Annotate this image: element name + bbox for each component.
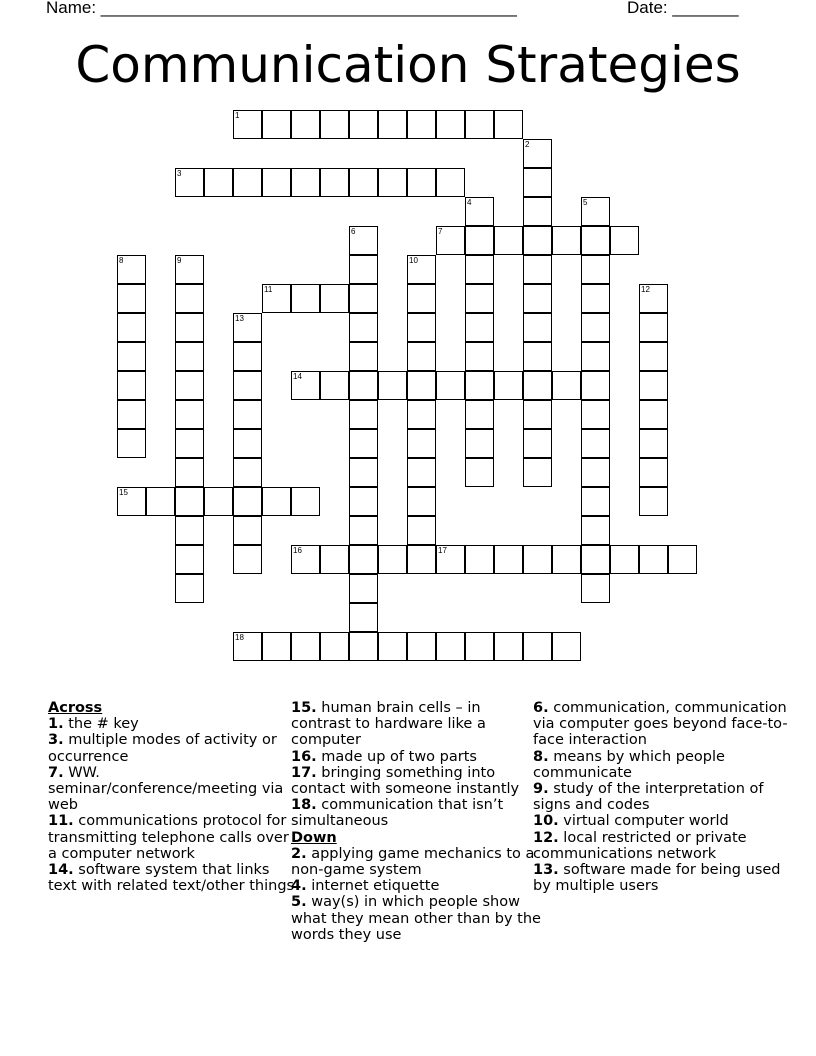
grid-cell[interactable] <box>407 458 436 487</box>
clue-number: 1. <box>48 716 64 733</box>
cell-number: 3 <box>177 169 182 178</box>
grid-cell[interactable] <box>349 516 378 545</box>
grid-cell[interactable] <box>233 168 262 197</box>
grid-cell[interactable] <box>581 487 610 516</box>
grid-cell[interactable] <box>175 400 204 429</box>
clue-number: 16. <box>291 748 317 765</box>
grid-cell[interactable] <box>349 255 378 284</box>
grid-cell[interactable] <box>407 400 436 429</box>
grid-cell[interactable] <box>175 313 204 342</box>
grid-cell[interactable] <box>349 313 378 342</box>
clue-number: 4. <box>291 878 307 895</box>
grid-cell[interactable] <box>175 284 204 313</box>
grid-cell[interactable] <box>291 284 320 313</box>
name-field-label[interactable]: Name: ____________________________________________ <box>46 0 517 17</box>
grid-cell[interactable] <box>117 429 146 458</box>
grid-cell[interactable] <box>523 429 552 458</box>
grid-cell[interactable] <box>291 487 320 516</box>
grid-cell[interactable] <box>639 371 668 400</box>
across-heading: Across <box>48 700 103 716</box>
date-field-label[interactable]: Date: _______ <box>627 0 739 17</box>
grid-cell[interactable] <box>233 342 262 371</box>
grid-cell[interactable] <box>639 342 668 371</box>
grid-cell[interactable] <box>233 400 262 429</box>
down-heading: Down <box>291 829 337 846</box>
clue-text: multiple modes of activity or occurrence <box>48 732 277 765</box>
grid-cell[interactable] <box>639 458 668 487</box>
grid-cell[interactable] <box>523 168 552 197</box>
grid-cell[interactable] <box>465 458 494 487</box>
clue-item <box>291 765 541 797</box>
cell-number: 4 <box>467 198 472 207</box>
clue-text: study of the interpretation of signs and codes <box>533 781 764 814</box>
grid-cell[interactable] <box>349 603 378 632</box>
clues-column-2 <box>291 700 541 943</box>
cell-number: 2 <box>525 140 530 149</box>
grid-cell[interactable] <box>407 168 436 197</box>
grid-cell[interactable] <box>407 313 436 342</box>
grid-cell[interactable] <box>117 313 146 342</box>
grid-cell[interactable] <box>117 371 146 400</box>
grid-cell[interactable] <box>407 342 436 371</box>
clue-number: 14. <box>48 862 74 879</box>
grid-cell[interactable] <box>349 429 378 458</box>
grid-cell[interactable] <box>233 487 262 516</box>
grid-cell[interactable] <box>581 458 610 487</box>
grid-cell[interactable] <box>175 371 204 400</box>
clue-item <box>291 797 541 829</box>
clue-text: human brain cells – in contrast to hardware like a computer <box>291 700 486 749</box>
clue-item <box>48 765 298 814</box>
clue-item <box>48 813 298 862</box>
grid-cell[interactable] <box>552 371 581 400</box>
grid-cell[interactable] <box>349 400 378 429</box>
grid-cell[interactable] <box>407 632 436 661</box>
grid-cell[interactable] <box>349 632 378 661</box>
grid-cell[interactable] <box>465 342 494 371</box>
grid-cell[interactable] <box>407 429 436 458</box>
across-clue-list-continued <box>291 700 541 830</box>
clue-text: made up of two parts <box>321 748 477 765</box>
grid-cell[interactable] <box>407 516 436 545</box>
clue-number: 17. <box>291 764 317 781</box>
clue-number: 15. <box>291 700 317 716</box>
grid-cell[interactable] <box>204 487 233 516</box>
grid-cell[interactable] <box>581 574 610 603</box>
clue-text: software system that links text with related text/other things <box>48 862 295 895</box>
grid-cell[interactable] <box>320 110 349 139</box>
grid-cell[interactable] <box>175 458 204 487</box>
grid-cell[interactable] <box>407 487 436 516</box>
grid-cell[interactable] <box>436 168 465 197</box>
grid-cell[interactable] <box>349 458 378 487</box>
grid-cell[interactable] <box>552 226 581 255</box>
grid-cell[interactable] <box>407 284 436 313</box>
cell-number: 1 <box>235 111 240 120</box>
clue-number: 6. <box>533 700 549 716</box>
grid-cell[interactable] <box>523 400 552 429</box>
cell-number: 15 <box>119 488 128 497</box>
grid-cell[interactable] <box>552 632 581 661</box>
clue-item <box>48 732 298 764</box>
clue-number: 12. <box>533 829 559 846</box>
down-clue-list <box>291 846 541 943</box>
clue-text: means by which people communicate <box>533 748 725 781</box>
grid-cell[interactable] <box>465 255 494 284</box>
clue-text: applying game mechanics to a non-game system <box>291 845 535 879</box>
grid-cell[interactable] <box>494 371 523 400</box>
clue-number: 18. <box>291 797 317 814</box>
clue-text: communication that isn’t simultaneous <box>291 797 504 830</box>
page-title: Communication Strategies <box>75 36 741 94</box>
grid-cell[interactable] <box>581 371 610 400</box>
grid-cell[interactable] <box>581 429 610 458</box>
clue-number: 2. <box>291 845 307 862</box>
cell-number: 10 <box>409 256 418 265</box>
grid-cell[interactable] <box>465 429 494 458</box>
clue-text: communications protocol for transmitting telephone calls over a computer network <box>48 813 289 862</box>
grid-cell[interactable] <box>581 255 610 284</box>
grid-cell[interactable] <box>523 313 552 342</box>
grid-cell[interactable] <box>523 342 552 371</box>
clue-text: the # key <box>68 716 139 733</box>
grid-cell[interactable] <box>378 545 407 574</box>
clue-number: 11. <box>48 813 74 830</box>
clue-number: 10. <box>533 813 559 830</box>
grid-cell[interactable] <box>320 284 349 313</box>
grid-cell[interactable] <box>291 168 320 197</box>
grid-cell[interactable] <box>320 632 349 661</box>
grid-cell[interactable] <box>465 371 494 400</box>
grid-cell[interactable] <box>117 284 146 313</box>
grid-cell[interactable] <box>581 545 610 574</box>
grid-cell[interactable] <box>320 168 349 197</box>
grid-cell[interactable] <box>407 545 436 574</box>
cell-number: 9 <box>177 256 182 265</box>
grid-cell[interactable] <box>581 342 610 371</box>
grid-cell[interactable] <box>523 632 552 661</box>
clue-text: virtual computer world <box>563 813 729 830</box>
grid-cell[interactable] <box>465 226 494 255</box>
grid-cell[interactable] <box>378 168 407 197</box>
grid-cell[interactable] <box>523 458 552 487</box>
grid-cell[interactable] <box>523 284 552 313</box>
grid-cell[interactable] <box>117 342 146 371</box>
grid-cell[interactable] <box>349 168 378 197</box>
grid-cell[interactable] <box>523 371 552 400</box>
grid-cell[interactable] <box>262 632 291 661</box>
grid-cell[interactable] <box>349 574 378 603</box>
grid-cell[interactable] <box>175 429 204 458</box>
cell-number: 12 <box>641 285 650 294</box>
cell-number: 8 <box>119 256 124 265</box>
grid-cell[interactable] <box>668 545 697 574</box>
grid-cell[interactable] <box>494 545 523 574</box>
grid-cell[interactable] <box>436 632 465 661</box>
grid-cell[interactable] <box>494 110 523 139</box>
grid-cell[interactable] <box>465 545 494 574</box>
grid-cell[interactable] <box>581 284 610 313</box>
clue-number: 13. <box>533 862 559 879</box>
grid-cell[interactable] <box>639 429 668 458</box>
grid-cell[interactable] <box>465 313 494 342</box>
cell-number: 18 <box>235 633 244 642</box>
grid-cell[interactable] <box>610 545 639 574</box>
grid-cell[interactable] <box>233 458 262 487</box>
grid-cell[interactable] <box>204 168 233 197</box>
clue-item <box>533 862 788 894</box>
grid-cell[interactable] <box>378 110 407 139</box>
grid-cell[interactable] <box>175 487 204 516</box>
cell-number: 14 <box>293 372 302 381</box>
grid-cell[interactable] <box>320 371 349 400</box>
grid-cell[interactable] <box>523 197 552 226</box>
clue-item <box>533 813 788 829</box>
clue-number: 7. <box>48 764 64 781</box>
clue-item <box>533 700 788 749</box>
clue-text: way(s) in which people show what they mean other than by the words they use <box>291 894 541 943</box>
clue-number: 9. <box>533 781 549 798</box>
down-clue-list-continued <box>533 700 788 894</box>
grid-cell[interactable] <box>465 110 494 139</box>
clue-item <box>291 894 541 943</box>
grid-cell[interactable] <box>349 342 378 371</box>
grid-cell[interactable] <box>349 371 378 400</box>
grid-cell[interactable] <box>407 110 436 139</box>
grid-cell[interactable] <box>581 226 610 255</box>
clue-item <box>291 846 541 878</box>
grid-cell[interactable] <box>465 632 494 661</box>
cell-number: 7 <box>438 227 443 236</box>
clues-column-1 <box>48 700 298 894</box>
clue-item <box>533 830 788 862</box>
grid-cell[interactable] <box>639 313 668 342</box>
grid-cell[interactable] <box>465 284 494 313</box>
clue-item <box>291 700 541 749</box>
grid-cell[interactable] <box>262 487 291 516</box>
clue-text: communication, communication via computer goes beyond face-to-face interaction <box>533 700 788 749</box>
grid-cell[interactable] <box>465 400 494 429</box>
clue-text: internet etiquette <box>311 878 440 895</box>
grid-cell[interactable] <box>146 487 175 516</box>
clue-item <box>533 781 788 813</box>
grid-cell[interactable] <box>581 400 610 429</box>
grid-cell[interactable] <box>233 545 262 574</box>
grid-cell[interactable] <box>436 110 465 139</box>
cell-number: 17 <box>438 546 447 555</box>
cell-number: 16 <box>293 546 302 555</box>
clue-item <box>533 749 788 781</box>
grid-cell[interactable] <box>639 400 668 429</box>
across-clue-list <box>48 716 298 894</box>
clue-text: software made for being used by multiple users <box>533 862 781 895</box>
grid-cell[interactable] <box>349 545 378 574</box>
grid-cell[interactable] <box>581 516 610 545</box>
grid-cell[interactable] <box>233 429 262 458</box>
grid-cell[interactable] <box>262 168 291 197</box>
grid-cell[interactable] <box>523 255 552 284</box>
grid-cell[interactable] <box>378 632 407 661</box>
grid-cell[interactable] <box>639 545 668 574</box>
clue-text: WW. seminar/conference/meeting via web <box>48 764 284 814</box>
cell-number: 13 <box>235 314 244 323</box>
clue-item <box>291 878 541 894</box>
clue-item <box>291 749 541 765</box>
grid-cell[interactable] <box>349 110 378 139</box>
grid-cell[interactable] <box>349 284 378 313</box>
grid-cell[interactable] <box>639 487 668 516</box>
grid-cell[interactable] <box>581 313 610 342</box>
grid-cell[interactable] <box>175 516 204 545</box>
cell-number: 5 <box>583 198 588 207</box>
grid-cell[interactable] <box>610 226 639 255</box>
cell-number: 6 <box>351 227 356 236</box>
grid-cell[interactable] <box>523 545 552 574</box>
clue-text: bringing something into contact with someone instantly <box>291 764 520 798</box>
grid-cell[interactable] <box>262 110 291 139</box>
clue-number: 5. <box>291 894 307 911</box>
grid-cell[interactable] <box>117 400 146 429</box>
grid-cell[interactable] <box>175 574 204 603</box>
grid-cell[interactable] <box>494 226 523 255</box>
grid-cell[interactable] <box>552 545 581 574</box>
clue-number: 8. <box>533 748 549 765</box>
grid-cell[interactable] <box>233 516 262 545</box>
clue-number: 3. <box>48 732 64 749</box>
grid-cell[interactable] <box>494 632 523 661</box>
clue-item <box>48 716 298 732</box>
grid-cell[interactable] <box>175 545 204 574</box>
grid-cell[interactable] <box>349 487 378 516</box>
grid-cell[interactable] <box>233 371 262 400</box>
grid-cell[interactable] <box>436 371 465 400</box>
grid-cell[interactable] <box>523 226 552 255</box>
clue-item <box>48 862 298 894</box>
grid-cell[interactable] <box>407 371 436 400</box>
grid-cell[interactable] <box>378 371 407 400</box>
grid-cell[interactable] <box>320 545 349 574</box>
grid-cell[interactable] <box>291 110 320 139</box>
grid-cell[interactable] <box>175 342 204 371</box>
cell-number: 11 <box>264 285 273 294</box>
grid-cell[interactable] <box>291 632 320 661</box>
clues-column-3 <box>533 700 788 894</box>
clue-text: local restricted or private communications network <box>533 829 747 862</box>
